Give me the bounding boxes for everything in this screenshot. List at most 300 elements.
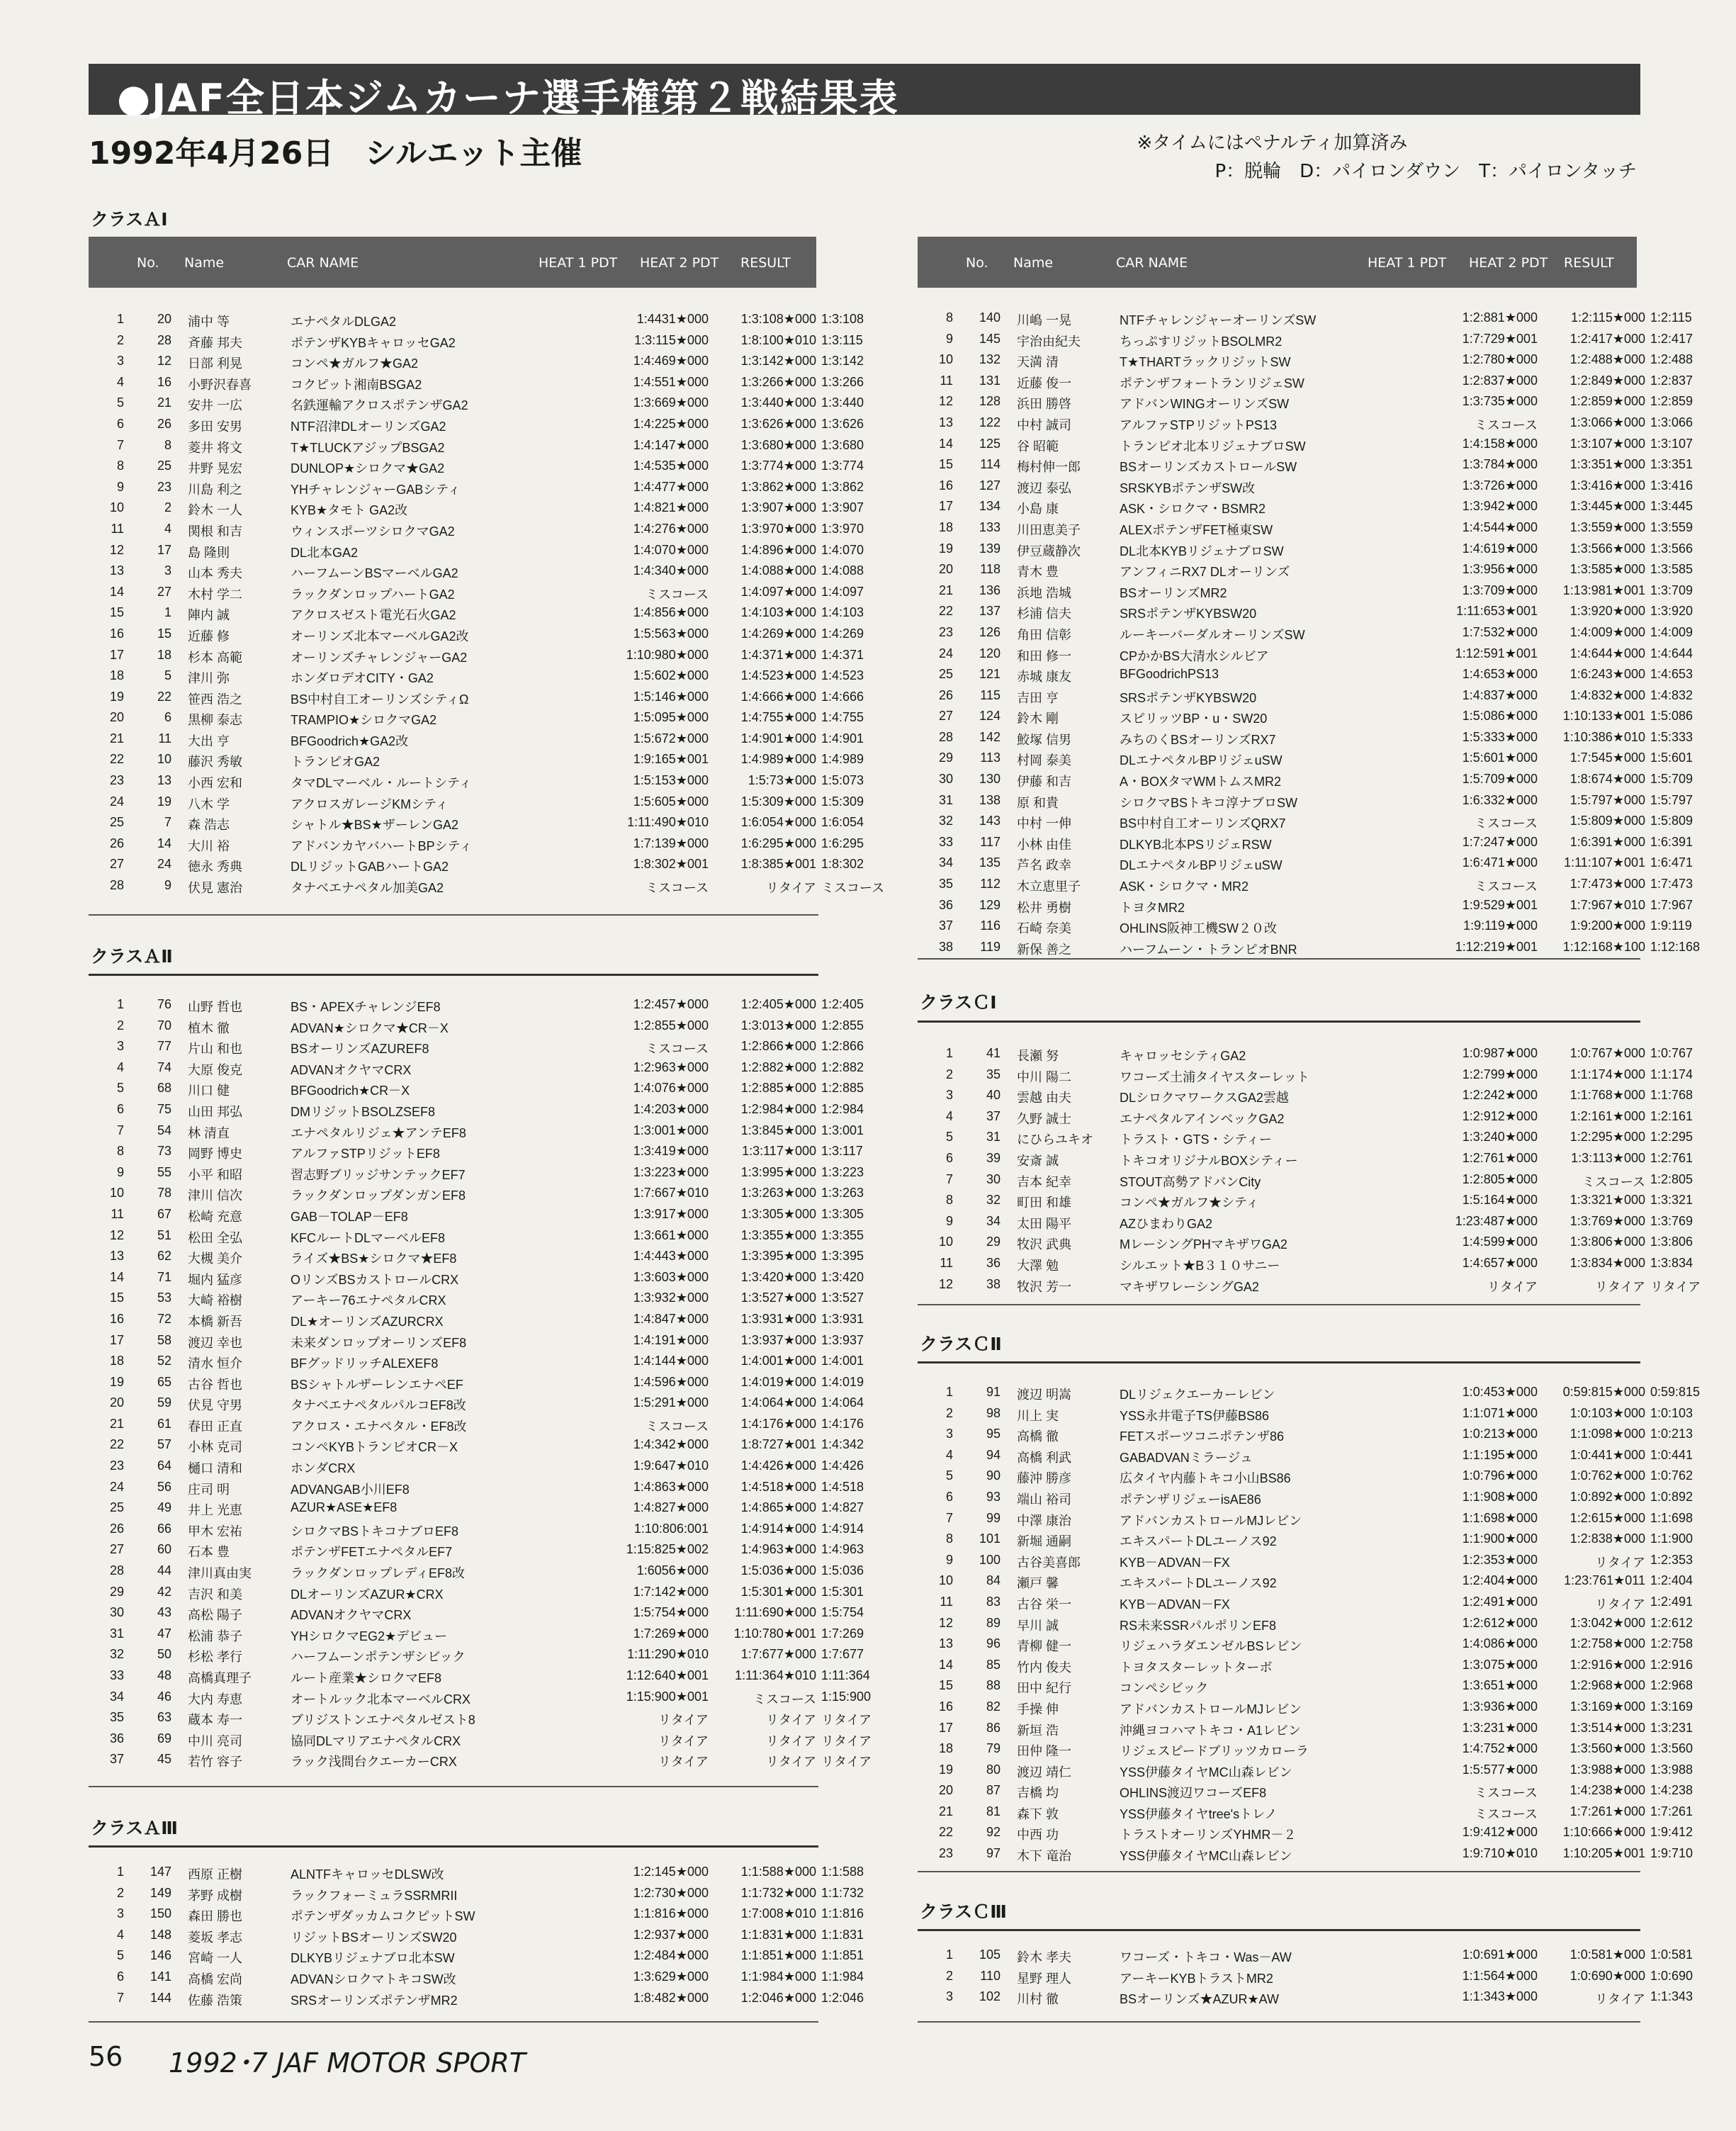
- driver-name: 小平 和昭: [188, 1167, 243, 1182]
- col-heat1: HEAT 1 PDT: [1368, 255, 1447, 271]
- table-row: [918, 434, 1693, 455]
- result-time: 1:5:086: [1650, 709, 1693, 724]
- heat2-time: 1:3:585★000: [1569, 562, 1645, 577]
- result-time: 1:4:088: [821, 563, 864, 578]
- heat1-time: 1:5:709★000: [1462, 772, 1538, 787]
- result-time: 1:2:295: [1650, 1130, 1693, 1145]
- table-row: [89, 1141, 863, 1162]
- class-c3-title: クラスＣⅢ: [920, 1901, 1007, 1922]
- heat2-time: 1:1:098★000: [1569, 1427, 1645, 1441]
- car-number: 77: [157, 1039, 171, 1054]
- car-number: 100: [979, 1552, 1001, 1567]
- driver-name: 藤沖 勝彦: [1017, 1471, 1072, 1486]
- table-row: [918, 1064, 1693, 1086]
- col-result: RESULT: [1564, 255, 1614, 271]
- heat1-time: 1:5:605★000: [633, 794, 709, 809]
- heat2-time: 1:3:305★000: [740, 1206, 816, 1221]
- result-time: 1:4:426: [821, 1458, 864, 1473]
- result-time: 1:3:585: [1650, 562, 1693, 577]
- result-time: 1:2:115: [1650, 310, 1692, 325]
- result-time: 1:2:161: [1650, 1108, 1693, 1123]
- position: 12: [938, 1276, 953, 1291]
- heat1-time: 1:3:669★000: [633, 395, 709, 410]
- table-row: [918, 1822, 1693, 1843]
- heat1-time: 1:5:291★000: [633, 1395, 709, 1410]
- heat1-time: 1:4:653★000: [1462, 667, 1538, 682]
- heat2-time: 1:4:896★000: [740, 542, 816, 557]
- table-row: [89, 994, 864, 1016]
- position: 25: [109, 1500, 124, 1515]
- result-time: 1:4:009: [1650, 624, 1693, 639]
- result-time: 1:2:885: [821, 1081, 864, 1096]
- position: 6: [945, 1150, 953, 1165]
- position: 10: [109, 1186, 124, 1201]
- class-c2-rule: [918, 1361, 1640, 1363]
- result-time: 1:0:581: [1650, 1947, 1693, 1962]
- driver-name: 伊藤 和吉: [1017, 775, 1072, 789]
- heat1-time: 1:15:900★001: [626, 1689, 709, 1704]
- heat2-time: 1:3:680★000: [740, 437, 816, 452]
- class-a2-rule: [89, 974, 818, 976]
- table-row: [918, 349, 1693, 371]
- heat2-time: 1:2:758★000: [1569, 1636, 1645, 1651]
- heat2-time: 1:3:355★000: [740, 1227, 816, 1242]
- car-name: DLKYBリジェナブロ北本SW: [291, 1951, 455, 1966]
- heat2-time: 1:3:862★000: [740, 479, 816, 494]
- position: 26: [109, 1521, 124, 1536]
- heat2-time: 1:10:133★001: [1562, 709, 1645, 724]
- heat2-time: 1:1:174★000: [1569, 1067, 1645, 1081]
- table-row: [89, 602, 864, 624]
- result-time: 1:7:677: [821, 1647, 864, 1662]
- car-name: 未来ダンロップオーリンズEF8: [291, 1335, 467, 1350]
- driver-name: 渡辺 泰弘: [1017, 480, 1072, 495]
- result-time: 1:3:420: [821, 1269, 864, 1284]
- heat1-time: 1:4:086★000: [1462, 1636, 1538, 1651]
- position: 36: [109, 1731, 124, 1745]
- car-name: KYB－ADVAN－FX: [1120, 1597, 1230, 1612]
- table-row: [89, 435, 864, 456]
- position: 1: [945, 1385, 953, 1399]
- table-row: [918, 1169, 1693, 1191]
- car-name: タナベエナペタル加美GA2: [291, 881, 444, 896]
- driver-name: 古谷 栄一: [1017, 1597, 1072, 1612]
- car-name: DLKYB北本PSリジェRSW: [1120, 837, 1272, 852]
- driver-name: 吉橋 均: [1017, 1786, 1059, 1801]
- position: 2: [116, 332, 124, 347]
- heat1-time: ミスコース: [1474, 1786, 1538, 1801]
- car-name: リジェハラダエンゼルBSレビン: [1120, 1639, 1302, 1654]
- heat1-time: ミスコース: [1474, 816, 1538, 831]
- table-row: [918, 1570, 1693, 1592]
- heat2-time: 1:2:916★000: [1569, 1657, 1645, 1672]
- car-number: 51: [157, 1227, 171, 1242]
- car-number: 135: [979, 855, 1001, 870]
- col-car: CAR NAME: [287, 255, 359, 271]
- car-name: ライズ★BS★シロクマ★EF8: [291, 1252, 457, 1266]
- result-time: 1:3:001: [821, 1123, 864, 1137]
- car-number: 53: [157, 1291, 171, 1305]
- heat1-time: 1:3:784★000: [1462, 457, 1538, 472]
- heat1-time: 1:4:596★000: [633, 1374, 709, 1389]
- position: 14: [109, 584, 124, 599]
- position: 34: [938, 855, 953, 870]
- car-name: ラックダンロップダンガンEF8: [291, 1188, 466, 1203]
- heat1-time: 1:6056★000: [636, 1563, 709, 1578]
- driver-name: 鈴木 剛: [1017, 712, 1059, 726]
- position: 37: [109, 1752, 124, 1767]
- driver-name: 安井 一広: [188, 398, 243, 413]
- result-time: 0:59:815: [1650, 1385, 1701, 1399]
- car-number: 1: [164, 605, 171, 620]
- col-result: RESULT: [740, 255, 791, 271]
- car-name: エキスパートDLユーノス92: [1120, 1534, 1277, 1549]
- table-row: [89, 1393, 864, 1414]
- driver-name: 青柳 健一: [1017, 1639, 1072, 1654]
- heat1-time: 1:3:917★000: [633, 1206, 709, 1221]
- driver-name: 小西 宏和: [188, 776, 243, 791]
- driver-name: 西原 正樹: [188, 1867, 243, 1882]
- heat2-time: リタイア: [1594, 1597, 1645, 1612]
- heat1-time: 1:4:821★000: [633, 500, 709, 515]
- position: 12: [938, 394, 953, 409]
- heat1-time: ミスコース: [645, 1419, 709, 1434]
- col-no: No.: [966, 255, 988, 271]
- result-time: 1:9:119: [1650, 918, 1692, 933]
- heat1-time: 1:5:095★000: [633, 710, 709, 725]
- driver-name: 久野 誠士: [1017, 1111, 1072, 1126]
- result-time: 1:2:046: [821, 1990, 864, 2005]
- heat1-time: 1:12:591★001: [1455, 646, 1538, 660]
- heat1-time: 1:1:343★000: [1462, 1989, 1538, 2004]
- magazine-issue: 1992･7 JAF MOTOR SPORT: [169, 2047, 526, 2079]
- car-name: BSオーリンズAZUREF8: [291, 1042, 429, 1057]
- position: 3: [945, 1989, 953, 2004]
- position: 14: [938, 436, 953, 451]
- table-row: [89, 1036, 864, 1057]
- result-time: 1:3:937: [821, 1332, 864, 1347]
- table-row: [89, 854, 864, 875]
- driver-name: 近藤 修: [188, 629, 230, 643]
- result-time: 1:5:309: [821, 794, 864, 809]
- car-number: 121: [979, 667, 1001, 682]
- table-row: [89, 1728, 872, 1750]
- heat1-time: 1:4:144★000: [633, 1354, 709, 1368]
- heat1-time: 1:5:602★000: [633, 668, 709, 683]
- car-name: NTFチャレンジャーオーリンズSW: [1120, 313, 1317, 327]
- car-name: エキスパートDLユーノス92: [1120, 1576, 1277, 1591]
- heat1-time: 1:4:342★000: [633, 1437, 709, 1452]
- table-row: [918, 371, 1693, 392]
- class-a2-title: クラスＡⅡ: [91, 946, 173, 967]
- col-heat1: HEAT 1 PDT: [539, 255, 618, 271]
- heat1-time: 1:3:735★000: [1462, 394, 1538, 409]
- table-row: [89, 1414, 864, 1435]
- car-name: ルーキーバーダルオーリンズSW: [1120, 627, 1305, 642]
- result-time: 1:4:901: [821, 731, 864, 746]
- table-row: [918, 1966, 1693, 1987]
- position: 9: [945, 1213, 953, 1228]
- driver-name: 牧沢 芳一: [1017, 1279, 1072, 1294]
- heat2-time: 1:3:527★000: [740, 1291, 816, 1305]
- position: 21: [109, 1416, 124, 1431]
- driver-name: 手操 伸: [1017, 1702, 1059, 1716]
- driver-name: 庄司 明: [188, 1482, 230, 1497]
- car-number: 7: [164, 815, 171, 830]
- result-time: 1:6:295: [821, 836, 864, 850]
- heat2-time: 1:3:420★000: [740, 1269, 816, 1284]
- table-row: [918, 1634, 1693, 1655]
- heat1-time: 1:1:816★000: [633, 1906, 709, 1921]
- table-row: [89, 1967, 864, 1988]
- position: 19: [938, 541, 953, 556]
- result-time: 1:3:321: [1650, 1193, 1693, 1208]
- table-row: [918, 1127, 1693, 1148]
- heat1-time: 1:3:942★000: [1462, 499, 1538, 514]
- car-number: 28: [157, 332, 171, 347]
- table-row: [89, 456, 864, 477]
- heat2-time: 1:8:727★001: [740, 1437, 816, 1452]
- table-row: [89, 1707, 872, 1728]
- page-number: 56: [89, 2041, 123, 2072]
- heat2-time: 1:3:920★000: [1569, 604, 1645, 619]
- result-time: 1:3:115: [821, 332, 863, 347]
- position: 10: [938, 352, 953, 367]
- driver-name: 藤沢 秀敏: [188, 755, 243, 770]
- heat2-time: 1:4:832★000: [1569, 687, 1645, 702]
- car-number: 32: [986, 1193, 1001, 1208]
- position: 19: [109, 1374, 124, 1389]
- result-time: 1:9:412: [1650, 1825, 1693, 1840]
- result-time: 1:3:931: [821, 1311, 864, 1326]
- driver-name: 本橋 新吾: [188, 1314, 243, 1329]
- table-row: [89, 1078, 864, 1099]
- car-number: 64: [157, 1458, 171, 1473]
- table-row: [89, 1330, 864, 1351]
- position: 13: [938, 1636, 953, 1651]
- heat2-time: 1:3:042★000: [1569, 1615, 1645, 1630]
- heat2-time: リタイア: [765, 1733, 816, 1748]
- table-row: [89, 1057, 864, 1079]
- heat1-time: 1:9:710★010: [1462, 1846, 1538, 1861]
- heat1-time: 1:3:223★000: [633, 1164, 709, 1179]
- table-row: [918, 1211, 1693, 1232]
- table-row: [89, 414, 864, 435]
- driver-name: 宇治由紀夫: [1017, 334, 1081, 349]
- car-number: 6: [164, 710, 171, 725]
- heat2-time: 1:4:963★000: [740, 1542, 816, 1557]
- car-number: 110: [980, 1968, 1001, 1983]
- car-name: BSオーリンズカストロールSW: [1120, 460, 1297, 475]
- car-number: 20: [157, 312, 171, 326]
- driver-name: 菱井 将文: [188, 440, 243, 455]
- position: 1: [945, 1046, 953, 1060]
- driver-name: 小林 克司: [188, 1440, 243, 1455]
- heat1-time: 1:2:881★000: [1462, 310, 1538, 325]
- table-row: [918, 517, 1693, 539]
- driver-name: 芦名 政幸: [1017, 858, 1072, 873]
- car-number: 71: [157, 1269, 171, 1284]
- table-row: [89, 833, 864, 855]
- position: 8: [945, 1531, 953, 1546]
- car-number: 43: [157, 1605, 171, 1620]
- result-time: 1:5:601: [1650, 750, 1693, 765]
- heat1-time: 1:2:837★000: [1462, 373, 1538, 388]
- car-number: 132: [979, 352, 1001, 367]
- heat2-time: 1:11:364★010: [735, 1668, 816, 1682]
- table-row: [918, 308, 1692, 329]
- heat1-time: 1:7:667★010: [633, 1186, 709, 1201]
- result-time: リタイア: [821, 1733, 872, 1748]
- heat1-time: 1:9:529★001: [1462, 897, 1538, 912]
- car-name: シャトル★BS★ザーレンGA2: [291, 818, 458, 833]
- position: 16: [938, 1699, 953, 1714]
- car-name: 習志野ブリッジサンテックEF7: [291, 1167, 466, 1182]
- table-row: [918, 1843, 1693, 1865]
- col-name: Name: [184, 255, 225, 271]
- table-row: [918, 559, 1693, 580]
- heat2-time: 1:2:968★000: [1569, 1678, 1645, 1693]
- car-number: 81: [986, 1804, 1001, 1818]
- table-row: [89, 1456, 864, 1477]
- car-number: 80: [986, 1762, 1001, 1777]
- title-bar: [89, 64, 1640, 120]
- position: 11: [940, 1255, 953, 1270]
- position: 19: [938, 1762, 953, 1777]
- heat1-time: 1:9:647★010: [633, 1458, 709, 1473]
- car-name: KYB★タモト GA2改: [291, 503, 408, 518]
- class-c2-table: [918, 1382, 1701, 1865]
- result-time: 1:3:395: [821, 1249, 864, 1264]
- driver-name: 日部 利晃: [188, 356, 243, 371]
- heat1-time: 1:3:661★000: [633, 1227, 709, 1242]
- heat2-time: 1:10:386★010: [1562, 729, 1645, 744]
- heat1-time: 1:2:404★000: [1462, 1573, 1538, 1588]
- car-number: 8: [164, 437, 171, 452]
- driver-name: 徳永 秀典: [188, 860, 243, 875]
- car-name: AZひまわりGA2: [1120, 1216, 1213, 1231]
- heat1-time: 1:2:612★000: [1462, 1615, 1538, 1630]
- result-time: 1:4:238: [1650, 1783, 1693, 1798]
- car-name: DLエナペタルBPリジェuSW: [1120, 753, 1283, 768]
- car-name: シルエット★B３１０サニー: [1120, 1258, 1280, 1273]
- table-row: [89, 770, 864, 792]
- heat2-time: 1:4:001★000: [740, 1354, 816, 1368]
- car-name: ラックダンロップハートGA2: [291, 587, 455, 602]
- position: 9: [945, 331, 953, 346]
- position: 31: [938, 792, 953, 807]
- car-number: 29: [986, 1235, 1001, 1249]
- result-time: 1:3:223: [821, 1164, 864, 1179]
- table-row: [918, 1085, 1693, 1106]
- car-number: 34: [986, 1213, 1001, 1228]
- car-number: 122: [979, 415, 1001, 429]
- heat1-time: 1:3:115★000: [634, 332, 709, 347]
- position: 7: [116, 1990, 124, 2005]
- heat2-time: 1:5:809★000: [1569, 814, 1645, 828]
- driver-name: 木村 学二: [188, 587, 243, 602]
- table-row: [89, 749, 864, 770]
- driver-name: 梅村伸一郎: [1017, 460, 1081, 475]
- driver-name: 林 清直: [188, 1125, 230, 1140]
- position: 1: [116, 1865, 124, 1879]
- heat1-time: 1:3:651★000: [1462, 1678, 1538, 1693]
- car-name: シロクマBSトキコ淳ナブロSW: [1120, 795, 1298, 810]
- heat2-time: 1:6:243★000: [1569, 667, 1645, 682]
- car-name: 名鉄運輸アクロスポテンザGA2: [291, 398, 468, 413]
- table-row: [918, 937, 1701, 958]
- heat1-time: 1:5:601★000: [1462, 750, 1538, 765]
- heat1-time: 1:4:191★000: [633, 1332, 709, 1347]
- car-number: 97: [986, 1846, 1001, 1861]
- car-number: 35: [986, 1067, 1001, 1081]
- position: 18: [109, 1354, 124, 1368]
- table-row: [918, 1232, 1693, 1253]
- position: 27: [109, 857, 124, 872]
- table-row: [918, 1424, 1693, 1445]
- driver-name: 高橋真理子: [188, 1671, 252, 1685]
- car-name: T★THARTラックリジットSW: [1120, 355, 1291, 370]
- car-number: 105: [979, 1947, 1001, 1962]
- driver-name: 松井 勇樹: [1017, 900, 1072, 915]
- result-time: 1:2:855: [821, 1018, 864, 1033]
- car-number: 19: [157, 794, 171, 809]
- heat2-time: 1:3:560★000: [1569, 1741, 1645, 1756]
- result-time: 1:3:231: [1650, 1720, 1693, 1735]
- driver-name: 角田 信彰: [1017, 627, 1072, 642]
- position: 10: [938, 1573, 953, 1588]
- car-number: 40: [986, 1088, 1001, 1103]
- result-time: 1:1:831: [821, 1927, 864, 1942]
- car-name: コンペ★ガルフ★GA2: [291, 356, 419, 371]
- table-row: [918, 454, 1693, 476]
- car-name: タナベエナペタルパルコEF8改: [291, 1398, 466, 1413]
- position: 4: [116, 1059, 124, 1074]
- position: 20: [938, 562, 953, 577]
- heat1-time: 1:15:825★002: [626, 1542, 709, 1557]
- result-time: 1:1:900: [1650, 1531, 1693, 1546]
- car-number: 50: [157, 1647, 171, 1662]
- driver-name: 赤城 康友: [1017, 670, 1072, 685]
- driver-name: 松浦 恭子: [188, 1629, 243, 1643]
- heat2-time: 1:2:417★000: [1569, 331, 1645, 346]
- result-time: 1:4:269: [821, 626, 864, 641]
- car-name: アドバンWINGオーリンズSW: [1120, 397, 1290, 412]
- heat1-time: 1:5:672★000: [633, 731, 709, 746]
- position: 17: [109, 1332, 124, 1347]
- heat2-time: 1:7:473★000: [1569, 877, 1645, 892]
- col-no: No.: [137, 255, 159, 271]
- car-name: コンペ★ガルフ★シティ: [1120, 1196, 1259, 1210]
- heat2-time: 1:8:100★010: [740, 332, 816, 347]
- heat1-time: 1:5:577★000: [1462, 1762, 1538, 1777]
- result-time: 1:4:103: [821, 605, 864, 620]
- class-a3-continued-table: [918, 308, 1701, 957]
- position: 5: [116, 1081, 124, 1096]
- car-name: ADVAN★シロクマ★CR－X: [291, 1020, 449, 1035]
- car-number: 17: [157, 542, 171, 557]
- car-number: 58: [157, 1332, 171, 1347]
- driver-name: 蔵本 寿一: [188, 1713, 243, 1728]
- class-c1-table: [918, 1043, 1701, 1295]
- car-name: ブリジストンエナペタルゼスト8: [291, 1713, 475, 1728]
- result-time: 1:4:666: [821, 689, 864, 704]
- car-name: コンペシビック: [1120, 1681, 1209, 1696]
- driver-name: 木下 竜治: [1017, 1849, 1072, 1864]
- position: 9: [116, 1164, 124, 1179]
- position: 9: [116, 479, 124, 494]
- heat2-time: 1:3:806★000: [1569, 1235, 1645, 1249]
